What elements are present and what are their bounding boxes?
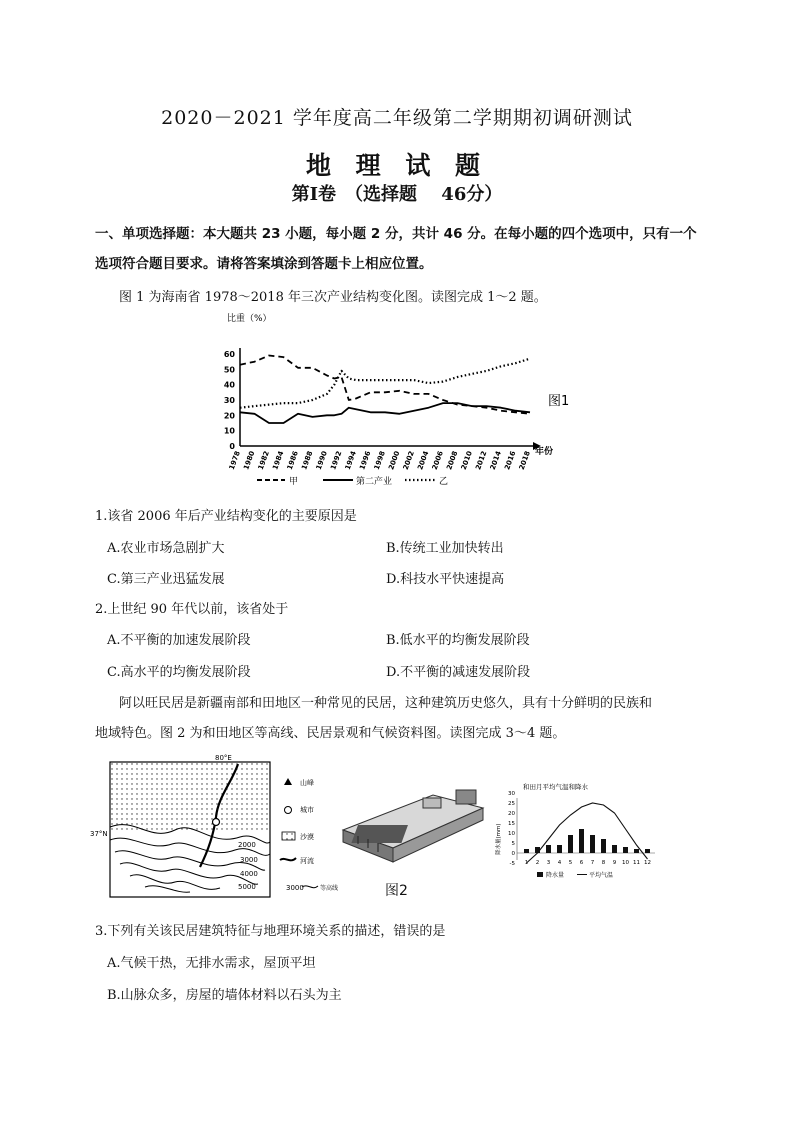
precip-bar xyxy=(612,845,617,853)
figure2-climate-chart xyxy=(495,780,670,885)
q1-option-d[interactable]: D.科技水平快速提高 xyxy=(386,572,505,587)
climate-month-label: 9 xyxy=(612,860,617,866)
precip-bar xyxy=(590,835,595,853)
legend-jia: 甲 xyxy=(289,477,299,487)
legend-precip: 降水量 xyxy=(546,872,565,879)
x-tick-label: 1992 xyxy=(329,449,344,471)
q1-option-c[interactable]: C.第三产业迅猛发展 xyxy=(107,572,225,587)
x-tick-label: 1998 xyxy=(372,449,387,471)
x-tick-label: 2004 xyxy=(416,449,431,471)
contour-label-4000: 4000 xyxy=(240,870,258,878)
river-legend-icon xyxy=(280,858,296,860)
climate-y-tick: 30 xyxy=(508,791,515,797)
x-tick-label: 2010 xyxy=(459,449,474,471)
series-line-甲 xyxy=(240,356,530,414)
climate-month-label: 11 xyxy=(633,860,640,866)
climate-month-label: 2 xyxy=(535,860,540,866)
legend-city: 城市 xyxy=(300,806,314,814)
x-tick-label: 1990 xyxy=(314,449,329,471)
city-marker xyxy=(213,819,220,826)
climate-y-tick: 0 xyxy=(511,851,515,857)
section-instruction-line1: 一、单项选择题：本大题共 23 小题，每小题 2 分，共计 46 分。在每小题的四个选项中，只有一个 xyxy=(95,226,697,242)
q3-option-b[interactable]: B.山脉众多，房屋的墙体材料以石头为主 xyxy=(107,988,342,1003)
legend-contour-value: 3000 xyxy=(286,884,304,892)
precip-bar xyxy=(557,845,562,853)
subject-title: 地 理 试 题 xyxy=(305,151,489,180)
q2-option-d[interactable]: D.不平衡的减速发展阶段 xyxy=(386,665,531,680)
q3-stem: 3.下列有关该民居建筑特征与地理环境关系的描述，错误的是 xyxy=(95,924,446,939)
figure1-chart xyxy=(215,308,595,493)
map-latitude: 37°N xyxy=(90,830,108,838)
x-tick-label: 2008 xyxy=(445,449,460,471)
climate-chart-title: 和田月平均气温和降水 xyxy=(523,783,588,791)
desert-area xyxy=(110,762,270,832)
y-tick-label: 60 xyxy=(223,350,235,359)
raised-skylight xyxy=(423,798,441,808)
x-tick-label: 2014 xyxy=(488,449,503,471)
y-tick-label: 0 xyxy=(229,442,235,451)
q2-option-b[interactable]: B.低水平的均衡发展阶段 xyxy=(386,633,530,648)
climate-month-label: 5 xyxy=(568,860,573,866)
climate-month-label: 8 xyxy=(601,860,606,866)
exam-title: 2020－2021 学年度高二年级第二学期期初调研测试 xyxy=(161,107,633,129)
precip-bar xyxy=(568,835,573,853)
x-tick-label: 1986 xyxy=(285,449,300,471)
q2-option-c[interactable]: C.高水平的均衡发展阶段 xyxy=(107,665,251,680)
y-tick-label: 30 xyxy=(223,396,235,405)
x-tick-label: 2018 xyxy=(517,449,532,471)
section-instruction-line2: 选项符合题目要求。请将答案填涂到答题卡上相应位置。 xyxy=(95,256,433,272)
precip-bar xyxy=(623,847,628,853)
climate-y-tick: 25 xyxy=(508,801,515,807)
x-tick-label: 1984 xyxy=(271,449,286,471)
climate-y-tick: -5 xyxy=(509,861,515,867)
temperature-curve xyxy=(527,803,648,863)
x-tick-label: 2002 xyxy=(401,449,416,471)
climate-month-label: 6 xyxy=(579,860,584,866)
y-tick-label: 10 xyxy=(223,426,235,436)
contour-label-5000: 5000 xyxy=(238,883,256,891)
climate-y-tick: 5 xyxy=(511,841,515,847)
q3-option-a[interactable]: A.气候干热，无排水需求，屋顶平坦 xyxy=(107,956,316,971)
q1-option-b[interactable]: B.传统工业加快转出 xyxy=(386,541,504,556)
figure1-label: 图1 xyxy=(548,394,570,409)
precip-bar xyxy=(645,849,650,853)
q1-option-a[interactable]: A.农业市场急剧扩大 xyxy=(107,541,225,556)
legend-desert: 沙漠 xyxy=(300,833,314,841)
upper-room xyxy=(456,790,476,804)
x-tick-label: 2000 xyxy=(387,449,402,471)
climate-y-tick: 15 xyxy=(508,821,515,827)
figure1-intro: 图 1 为海南省 1978～2018 年三次产业结构变化图。读图完成 1～2 题。 xyxy=(119,290,547,305)
figure2-contour-map xyxy=(90,752,340,902)
desert-legend-icon xyxy=(282,832,295,840)
series-line-第二产业 xyxy=(240,403,530,423)
precip-bar xyxy=(524,849,529,853)
precip-bar xyxy=(579,829,584,853)
courtyard xyxy=(351,825,408,843)
x-tick-label: 1980 xyxy=(242,449,257,471)
climate-y-tick: 20 xyxy=(508,811,515,817)
map-longitude: 80°E xyxy=(215,754,232,762)
y-axis-label: 比重（%） xyxy=(227,314,272,324)
figure2-intro-line1: 阿以旺民居是新疆南部和田地区一种常见的民居，这种建筑历史悠久，具有十分鲜明的民族和 xyxy=(119,696,653,711)
climate-month-label: 10 xyxy=(622,860,629,866)
legend-secondary: 第二产业 xyxy=(356,477,393,487)
contour-label-3000: 3000 xyxy=(240,856,258,864)
precip-legend-swatch xyxy=(537,872,543,877)
q1-stem: 1.该省 2006 年后产业结构变化的主要原因是 xyxy=(95,509,357,524)
climate-y-label: 降水量(mm) xyxy=(496,823,502,855)
city-legend-icon xyxy=(285,807,292,814)
y-tick-label: 50 xyxy=(223,365,235,375)
peak-legend-icon xyxy=(284,778,292,785)
q2-option-a[interactable]: A.不平衡的加速发展阶段 xyxy=(107,633,251,648)
legend-river: 河流 xyxy=(300,857,314,865)
x-tick-label: 2016 xyxy=(503,449,518,471)
figure2-label: 图2 xyxy=(385,883,408,899)
climate-y-tick: 10 xyxy=(508,831,515,837)
climate-month-label: 3 xyxy=(546,860,551,866)
climate-month-label: 7 xyxy=(590,860,595,866)
x-tick-label: 1982 xyxy=(256,449,271,471)
x-tick-label: 1994 xyxy=(343,449,358,471)
precip-bar xyxy=(601,839,606,853)
precip-bar xyxy=(546,845,551,853)
precip-bar xyxy=(634,849,639,853)
y-tick-label: 20 xyxy=(223,411,235,421)
y-tick-label: 40 xyxy=(223,380,235,390)
q2-stem: 2.上世纪 90 年代以前，该省处于 xyxy=(95,602,289,617)
x-tick-label: 2012 xyxy=(474,449,489,471)
x-tick-label: 1996 xyxy=(358,449,373,471)
legend-contour: 等高线 xyxy=(320,885,339,892)
legend-yi: 乙 xyxy=(439,477,449,487)
x-tick-label: 1978 xyxy=(227,449,242,471)
series-line-乙 xyxy=(240,359,530,408)
climate-month-label: 12 xyxy=(644,860,651,866)
part-title: 第Ⅰ卷 （选择题 46分） xyxy=(291,184,503,205)
figure2-intro-line2: 地域特色。图 2 为和田地区等高线、民居景观和气候资料图。读图完成 3～4 题。 xyxy=(95,726,566,741)
x-tick-label: 1988 xyxy=(300,449,315,471)
legend-peak: 山峰 xyxy=(300,779,314,787)
climate-month-label: 1 xyxy=(524,860,529,866)
contour-legend-icon xyxy=(302,886,318,888)
legend-temp: 平均气温 xyxy=(589,872,614,879)
x-tick-label: 2006 xyxy=(430,449,445,471)
contour-label-2000: 2000 xyxy=(238,841,256,849)
climate-month-label: 4 xyxy=(557,860,562,866)
x-axis-label: 年份 xyxy=(535,447,554,457)
house-illustration xyxy=(338,770,490,865)
